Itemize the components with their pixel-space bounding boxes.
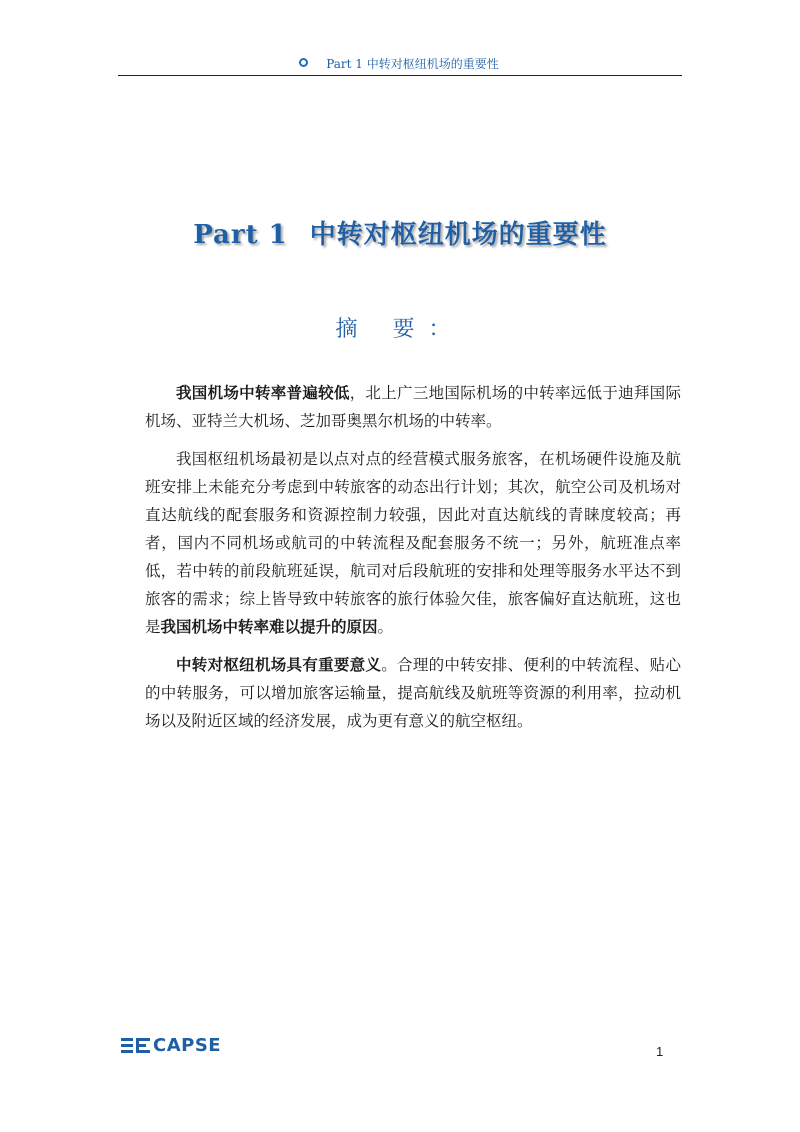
paragraph-3-bold: 中转对枢纽机场具有重要意义 [176, 655, 382, 674]
paragraph-1-bold: 我国机场中转率普遍较低 [176, 383, 350, 402]
paragraph-2-end: 。 [377, 618, 394, 636]
ring-icon [299, 58, 308, 67]
title-text: 中转对枢纽机场的重要性 [309, 220, 607, 250]
paragraph-3-text: 。合理的中转安排、便利的中转流程、贴心的中转服务，可以增加旅客运输量，提高航线及航班等资源的利用率，拉动机场以及附近区域的经济发展，成为更有意义的航空枢纽。 [145, 656, 681, 730]
page-header [118, 55, 680, 72]
paragraph-1 [145, 379, 681, 435]
paragraph-3 [145, 651, 681, 735]
page-number: 1 [656, 1044, 664, 1059]
logo-text: CAPSE [153, 1034, 222, 1056]
capse-logo [121, 1034, 221, 1056]
paragraph-2-text: 我国枢纽机场最初是以点对点的经营模式服务旅客，在机场硬件设施及航班安排上未能充分考虑到中转旅客的动态出行计划；其次，航空公司及机场对直达航线的配套服务和资源控制力较强，因此对直达航线的青睐度较高；再者，国内不同机场或航司的中转流程及配套服务不统一；另外，航班准点率低，若中转的前段航班延误，航司对后段航班的安排和处理等服务水平达不到旅客的需求；综上皆导致中转旅客的旅行体验欠佳，旅客偏好直达航班，这也是 [145, 450, 681, 636]
paragraph-2-bold: 我国机场中转率难以提升的原因 [160, 617, 378, 636]
header-divider [118, 75, 682, 76]
page-title [0, 214, 800, 251]
paragraph-1-text: ，北上广三地国际机场的中转率远低于迪拜国际机场、亚特兰大机场、芝加哥奥黑尔机场的中转率。 [145, 384, 681, 430]
paragraph-2 [145, 445, 681, 641]
title-part: Part 1 [193, 220, 288, 250]
abstract-body [145, 379, 681, 745]
header-text: Part 1 中转对枢纽机场的重要性 [326, 57, 499, 71]
capse-logo-icon [121, 1036, 151, 1054]
abstract-heading: 摘 要： [335, 317, 465, 342]
